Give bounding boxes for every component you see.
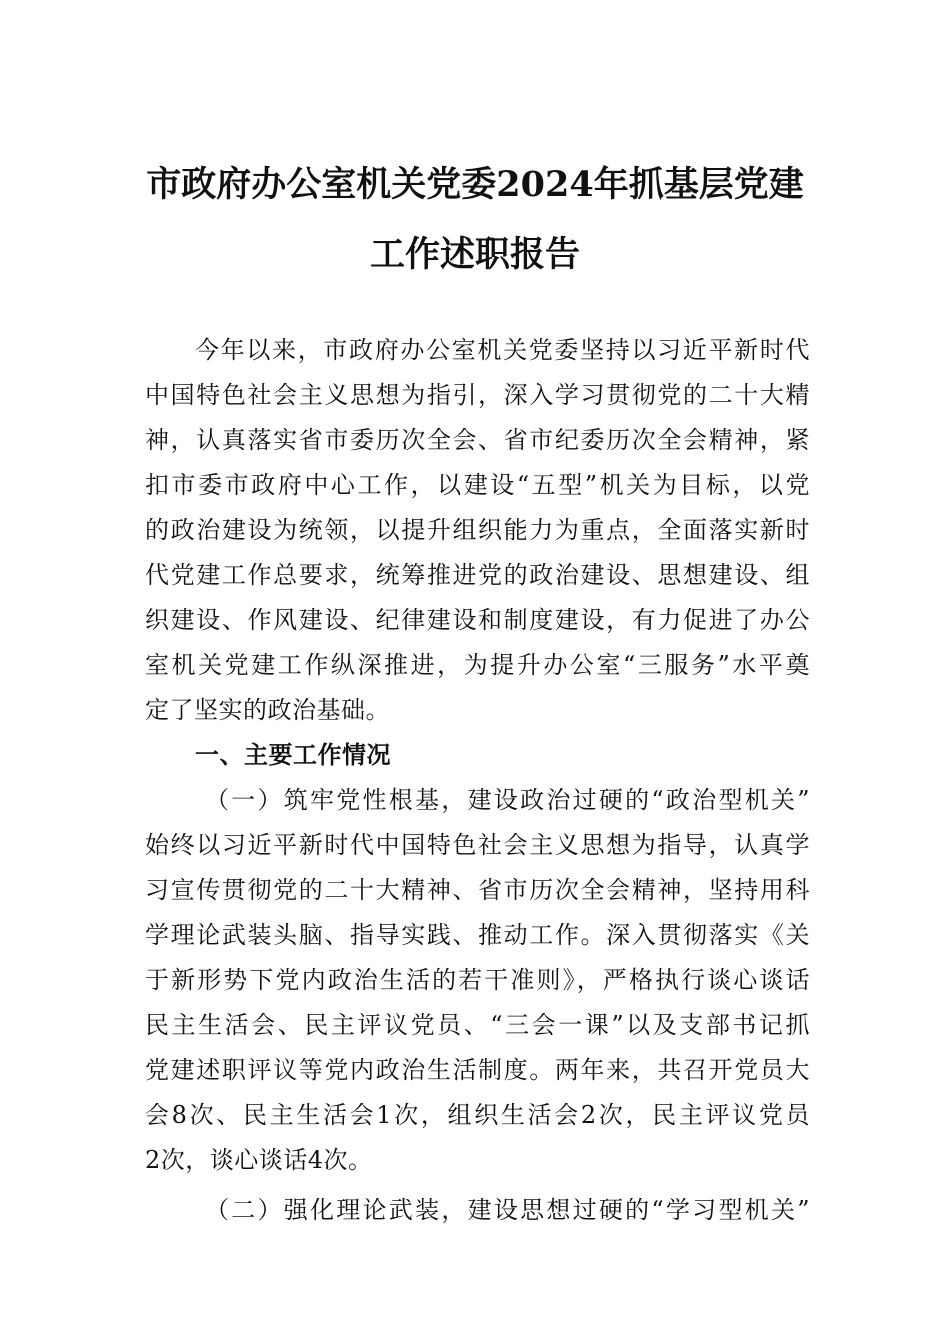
paragraph-line: 中国特色社会主义思想为指引，深入学习贯彻党的二十大精 [145,381,810,409]
paragraph-line: 于新形势下党内政治生活的若干准则》，严格执行谈心谈话 [145,966,810,994]
paragraph-line: 民主生活会、民主评议党员、“三会一课”以及支部书记抓 [145,1011,810,1039]
paragraph-line: 今年以来，市政府办公室机关党委坚持以习近平新时代 [195,336,810,364]
paragraph-line: 定了坚实的政治基础。 [145,696,390,724]
paragraph-line: 党建述职评议等党内政治生活制度。两年来，共召开党员大 [145,1056,810,1084]
subsection-heading: （二）强化理论武装，建设思想过硬的“学习型机关” [205,1196,810,1224]
paragraph-line: 学理论武装头脑、指导实践、推动工作。深入贯彻落实《关 [145,921,810,949]
document-title-line-2: 工作述职报告 [369,234,580,275]
paragraph-line: 习宣传贯彻党的二十大精神、省市历次全会精神，坚持用科 [145,876,810,904]
paragraph-line: 的政治建设为统领，以提升组织能力为重点，全面落实新时 [145,516,810,544]
paragraph-line: 织建设、作风建设、纪律建设和制度建设，有力促进了办公 [145,606,810,634]
paragraph-line: 代党建工作总要求，统筹推进党的政治建设、思想建设、组 [145,561,810,589]
paragraph-line: 室机关党建工作纵深推进，为提升办公室“三服务”水平奠 [145,651,810,679]
paragraph-line: 扣市委市政府中心工作，以建设“五型”机关为目标，以党 [145,471,810,499]
paragraph-line: 始终以习近平新时代中国特色社会主义思想为指导，认真学 [145,831,810,859]
paragraph-line: 神，认真落实省市委历次全会、省市纪委历次全会精神，紧 [145,426,810,454]
paragraph-line: 会8次、民主生活会1次，组织生活会2次，民主评议党员 [145,1101,810,1129]
subsection-heading: （一）筑牢党性根基，建设政治过硬的“政治型机关” [205,786,810,814]
paragraph-line: 2次，谈心谈话4次。 [145,1146,373,1174]
section-heading: 一、主要工作情况 [195,741,391,769]
document-title-line-1: 市政府办公室机关党委2024年抓基层党建 [146,164,804,205]
